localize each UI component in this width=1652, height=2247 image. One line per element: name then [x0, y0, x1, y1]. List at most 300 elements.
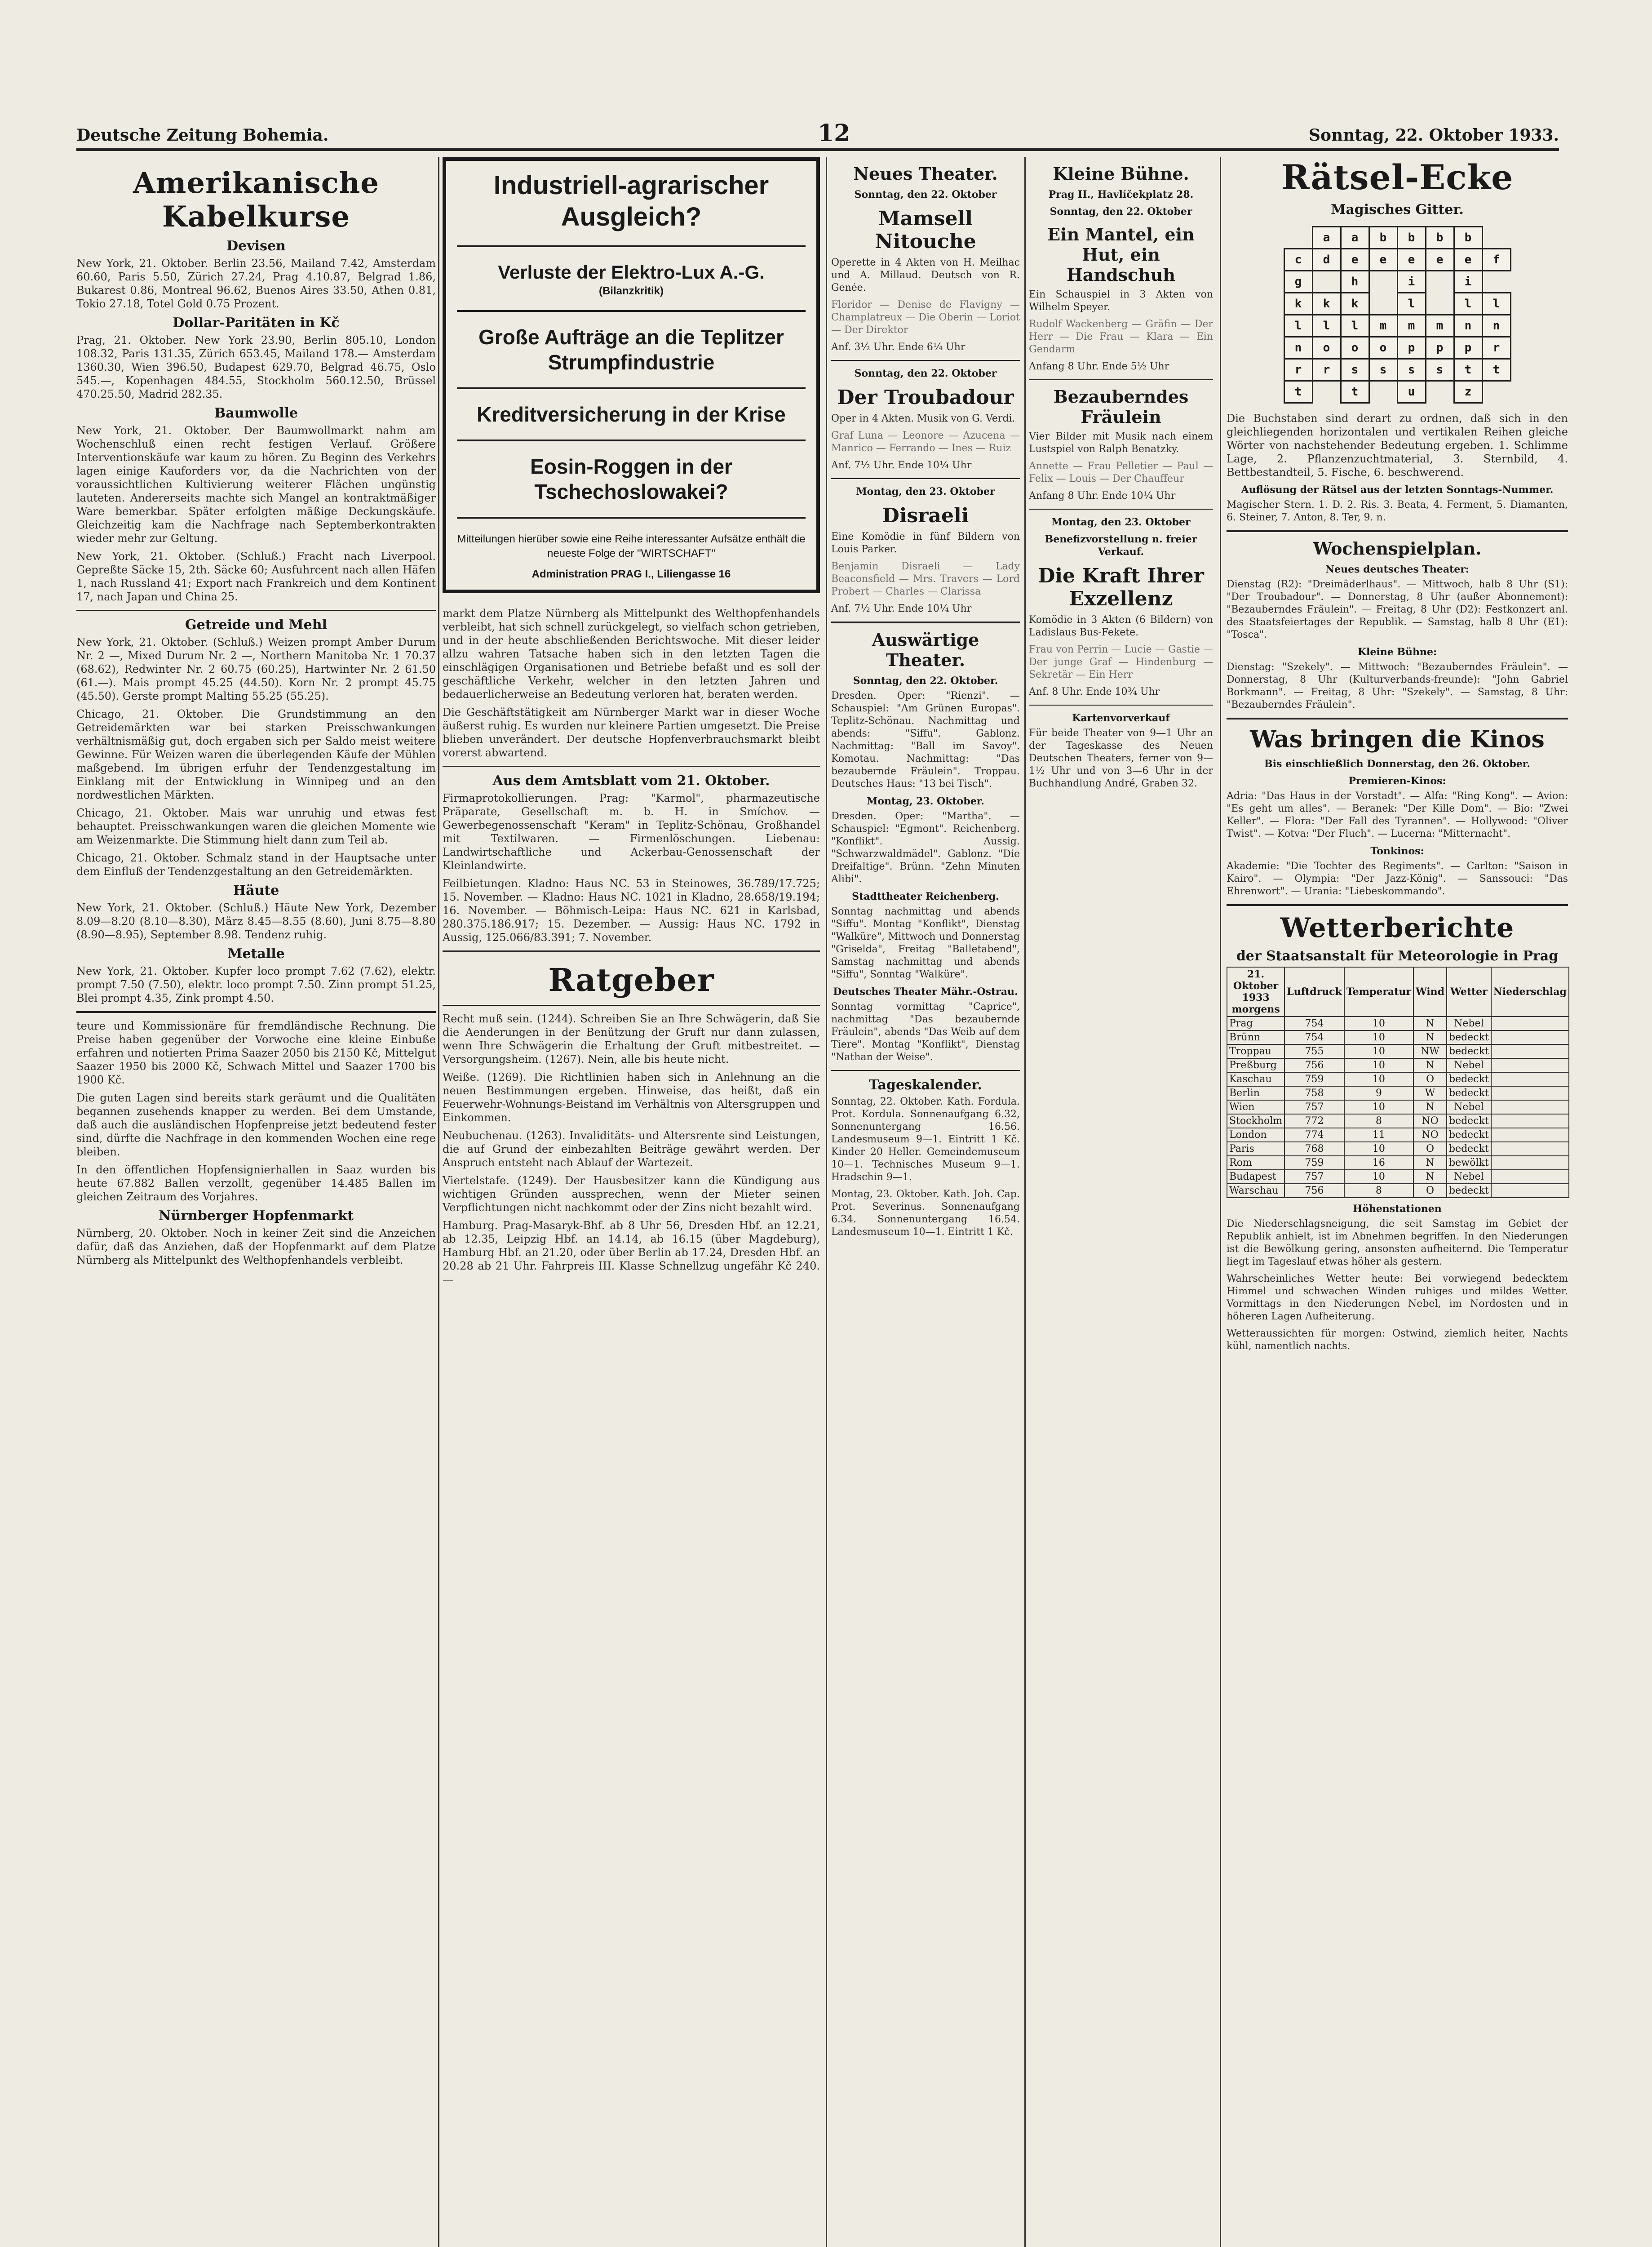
article-text: teure und Kommissionäre für fremdländische Rechnung. Die Preise haben gegenüber der Vorwoche eine kleine Einbuße erfahren und notierten Prima Saazer 2050 bis 2150 Kč, Mittelgut Saazer 1950 bis 2000 Kč, Schwach Mittel und Saazer 1700 bis 1900 Kč. [76, 1020, 436, 1086]
divider [76, 610, 436, 611]
article-text: Die Buchstaben sind derart zu ordnen, daß sich in den gleichliegenden horizontalen und vertikalen Reihen gleiche Wörter von nachstehender Bedeutung ergeben. 1. Schlimme Lage, 2. Pflanzenzuchtmaterial, 3. Sternbild, 4. Bettbestandteil, 5. Fische, 6. beschwerend. [1227, 412, 1568, 479]
puzzle-cell: p [1397, 336, 1426, 360]
subheading: Premieren-Kinos: [1348, 775, 1446, 787]
article-text: New York, 21. Oktober. Kupfer loco prompt 7.62 (7.62), elektr. prompt 7.50 (7.50), elektr. loco prompt 7.50. Zinn prompt 51.25, Blei prompt 4.35, Zink prompt 4.50. [76, 965, 436, 1004]
table-cell: 10 [1344, 1100, 1413, 1114]
subheading: Magisches Gitter. [1331, 202, 1464, 218]
table-row [1227, 1058, 1569, 1072]
puzzle-row [1249, 381, 1546, 403]
table-cell [1491, 1044, 1569, 1058]
section-title: Was bringen die Kinos [1250, 726, 1545, 753]
table-cell [1491, 1058, 1569, 1072]
table-cell [1491, 1156, 1569, 1170]
puzzle-cell: r [1284, 358, 1313, 382]
table-cell: 757 [1284, 1100, 1344, 1114]
subheading: Devisen [226, 238, 286, 254]
puzzle-cell: t [1340, 380, 1370, 404]
table-cell [1491, 1017, 1569, 1030]
article-text: Dienstag: "Szekely". — Mittwoch: "Bezauberndes Fräulein". — Donnerstag, 8 Uhr (Kulturverbands-freunde): "John Gabriel Borkmann". — Freitag, 8 Uhr: "Szekely". — Samstag, 8 Uhr: "Bezauberndes Fräulein". [1227, 662, 1568, 711]
section-title: Kleine Bühne. [1053, 164, 1189, 184]
article-text: Chicago, 21. Oktober. Die Grundstimmung an den Getreidemärkten war bei starken Preisschwankungen verhältnismäßig gut, doch ergaben sich per Saldo meist weitere Gewinne. Für Weizen waren die überlegenden Käufe der Mühlen maßgebend. Im übrigen erfuhr der Tendenzgestaltung im Einklang mit der Entwicklung in Winnipeg und an den nordwestlichen Märkten. [76, 708, 436, 801]
cast-list: Floridor — Denise de Flavigny — Champlatreux — Die Oberin — Loriot — Der Direktor [831, 299, 1020, 336]
table-cell: N [1413, 1100, 1447, 1114]
puzzle-cell: c [1284, 248, 1313, 271]
date-line: Sonntag, den 22. Oktober [854, 368, 997, 379]
divider [831, 478, 1020, 479]
table-cell: 8 [1344, 1114, 1413, 1128]
table-cell: O [1413, 1072, 1447, 1086]
table-cell: N [1413, 1058, 1447, 1072]
puzzle-cell: z [1453, 380, 1483, 404]
puzzle-cell [1425, 380, 1455, 404]
puzzle-cell: l [1312, 314, 1342, 337]
divider [443, 1005, 820, 1006]
table-cell: Nebel [1447, 1170, 1491, 1184]
table-cell: 756 [1284, 1184, 1344, 1198]
puzzle-cell [1369, 292, 1398, 315]
section-title: Neues Theater. [853, 164, 998, 184]
play-title: Die Kraft Ihrer Exzellenz [1038, 564, 1204, 610]
puzzle-row [1249, 293, 1546, 315]
table-row [1227, 1114, 1569, 1128]
table-header: 21. Oktober 1933 morgens [1227, 967, 1284, 1017]
magic-grid-puzzle [1249, 226, 1546, 403]
subheading: Höhenstationen [1353, 1203, 1442, 1215]
article-text: Feilbietungen. Kladno: Haus NC. 53 in Steinowes, 36.789/17.725; 15. November. — Kladno: Haus NC. 1021 in Kladno, 28.658/19.194; 16. November. — Böhmisch-Leipa: Haus NC. 621 in Karlsbad, 280.375.186.917; 15. Dezember. — Aussig: Haus NC. 1792 in Aussig, 125.066/83.391; 7. November. [443, 877, 820, 944]
cast-list: Benjamin Disraeli — Lady Beaconsfield — Mrs. Travers — Lord Probert — Charles — Clarissa [831, 561, 1020, 597]
ad-headline: Industriell-agrarischer Ausgleich? [493, 171, 769, 231]
puzzle-cell: p [1453, 336, 1483, 360]
date-line: Sonntag, den 22. Oktober. [853, 675, 998, 687]
divider [1029, 509, 1213, 510]
article-text: Sonntag nachmittag und abends "Siffu". Montag "Konflikt", Dienstag "Walküre", Mittwoch und Donnerstag "Griselda", Freitag "Balletabend", Samstag nachmittag und abends "Siffu", Sonntag "Walküre". [831, 906, 1020, 980]
play-description: Oper in 4 Akten. Musik von G. Verdi. [831, 413, 1015, 424]
puzzle-cell: r [1482, 336, 1511, 360]
subheading: Baumwolle [214, 405, 298, 421]
subheading: Dollar-Paritäten in Kč [173, 315, 340, 331]
article-text: Adria: "Das Haus in der Vorstadt". — Alfa: "Ring Kong". — Avion: "Es geht um alles". — Beranek: "Der Kille Dom". — Bio: "Zwei Keller". — Flora: "Der Fall des Tyrannen". — Hollywood: "Oliver Twist". — Kotva: "Der Fluch". — Lucerna: "Mitternacht". [1227, 790, 1568, 839]
puzzle-cell: s [1425, 358, 1455, 382]
divider [1227, 718, 1568, 719]
puzzle-cell: n [1284, 336, 1313, 360]
advertisement-box [443, 157, 820, 593]
table-cell: Nebel [1447, 1017, 1491, 1030]
puzzle-cell: g [1284, 270, 1313, 293]
table-cell [1491, 1170, 1569, 1184]
article-text: Prag, 21. Oktober. New York 23.90, Berlin 805.10, London 108.32, Paris 131.35, Zürich 653.45, Mailand 178.— Amsterdam 1360.30, Wien 396.50, Budapest 629.70, Belgrad 46.75, Oslo 545.—, Kopenhagen 484.55, Stockholm 560.12.50, Brüssel 470.25.50, Madrid 282.35. [76, 334, 436, 400]
puzzle-cell: f [1482, 248, 1511, 271]
subheading: Auflösung der Rätsel aus der letzten Sonntags-Nummer. [1241, 484, 1554, 496]
table-cell [1491, 1100, 1569, 1114]
table-cell: O [1413, 1184, 1447, 1198]
article-text: Dresden. Oper: "Martha". — Schauspiel: "Egmont". Reichenberg. "Konflikt". Aussig. "Schwarzwaldmädel". Gablonz. "Die Dreifaltige". Brünn. "Zehn Minuten Alibi". [831, 811, 1020, 885]
subheading: Kartenvorverkauf [1072, 712, 1170, 724]
table-cell: Nebel [1447, 1100, 1491, 1114]
puzzle-cell: t [1284, 380, 1313, 404]
table-cell: 756 [1284, 1058, 1344, 1072]
table-cell: N [1413, 1030, 1447, 1044]
table-cell: Troppau [1227, 1044, 1284, 1058]
table-row [1227, 1072, 1569, 1086]
subheading: Metalle [227, 946, 285, 962]
table-cell [1491, 1114, 1569, 1128]
column-rule [1024, 157, 1026, 2247]
puzzle-cell: b [1425, 226, 1455, 249]
article-text: Magischer Stern. 1. D. 2. Ris. 3. Beata, 4. Ferment, 5. Diamanten, 6. Steiner, 7. Anton, 8. Ter, 9. n. [1227, 499, 1568, 523]
ad-body: Mitteilungen hierüber sowie eine Reihe interessanter Aufsätze enthält die neueste Folge der "WIRTSCHAFT" [457, 533, 806, 560]
divider [1029, 379, 1213, 380]
table-cell: bedeckt [1447, 1128, 1491, 1142]
table-cell: bedeckt [1447, 1044, 1491, 1058]
article-text: Die guten Lagen sind bereits stark geräumt und die Qualitäten begannen zusehends knapper zu werden. Bei dem Umstande, daß auch die ausländischen Hopfenpreise jetzt bedeutend fester sind, dürfte die Nachfrage in den kommenden Wochen eine rege bleiben. [76, 1092, 436, 1158]
puzzle-row [1249, 226, 1546, 249]
article-text: Weiße. (1269). Die Richtlinien haben sich in Anlehnung an die neuen Bestimmungen ergeben. Hinweise, das heißt, daß ein Feuerwehr-Wohnungs-Beistand im Verhältnis von Altersgruppen und Einkommen. [443, 1071, 820, 1124]
puzzle-cell: h [1340, 270, 1370, 293]
puzzle-cell: b [1397, 226, 1426, 249]
divider [831, 622, 1020, 623]
article-text: Für beide Theater von 9—1 Uhr an der Tageskasse des Neuen Deutschen Theaters, ferner von 9—1½ Uhr und von 3—6 Uhr in der Buchhandlung André, Graben 32. [1029, 728, 1213, 789]
table-header: Niederschlag [1491, 967, 1569, 1017]
puzzle-cell: r [1312, 358, 1342, 382]
puzzle-cell: u [1397, 380, 1426, 404]
divider [1227, 530, 1568, 532]
puzzle-cell: l [1340, 314, 1370, 337]
play-title: Disraeli [882, 504, 969, 527]
date-line: Montag, 23. Oktober. [867, 795, 984, 807]
table-cell: Budapest [1227, 1170, 1284, 1184]
table-row [1227, 1156, 1569, 1170]
divider [831, 1070, 1020, 1071]
puzzle-cell: e [1369, 248, 1398, 271]
table-row [1227, 1170, 1569, 1184]
table-cell: 768 [1284, 1142, 1344, 1156]
table-header: Luftdruck [1284, 967, 1344, 1017]
puzzle-cell [1284, 226, 1313, 249]
table-cell: Kaschau [1227, 1072, 1284, 1086]
divider [443, 950, 820, 952]
article-text: In den öffentlichen Hopfensignierhallen in Saaz wurden bis heute 67.882 Ballen verzollt, gegenüber 14.485 Ballen im gleichen Zeitraum des Vorjahres. [76, 1163, 436, 1203]
divider [457, 440, 806, 441]
ad-headline: Große Aufträge an die Teplitzer Strumpfindustrie [478, 325, 784, 374]
ad-address: Administration PRAG I., Liliengasse 16 [531, 568, 731, 580]
article-text: Chicago, 21. Oktober. Mais war unruhig und etwas fest behauptet. Preisschwankungen waren die gleichen Momente wie am Weizenmarkte. Die Stimmung hielt dann zum Teil ab. [76, 807, 436, 846]
table-cell: NO [1413, 1114, 1447, 1128]
date-line: Sonntag, den 22. Oktober [1050, 206, 1192, 218]
puzzle-cell [1482, 226, 1511, 249]
column-financial [76, 157, 436, 1271]
date-line: Montag, den 23. Oktober [856, 486, 995, 497]
play-description: Vier Bilder mit Musik nach einem Lustspiel von Ralph Benatzky. [1029, 431, 1213, 455]
puzzle-row [1249, 337, 1546, 359]
table-cell: W [1413, 1086, 1447, 1100]
article-text: markt dem Platze Nürnberg als Mittelpunkt des Welthopfenhandels verbleibt, hat sich schnell zurückgelegt, so vielfach schon getrieben, und in der heute abschließenden Berichtswoche. Mit dieser leider allzu wahren Tatsache haben sich in den letzten Tagen die einschlägigen Organisationen und Betriebe befaßt und es soll der geschäftliche Verkehr, welcher in den letzten Jahren und bedauerlicherweise an Bedeutung verloren hat, beraten werden. [443, 607, 820, 701]
play-description: Operette in 4 Akten von H. Meilhac und A. Millaud. Deutsch von R. Genée. [831, 257, 1020, 293]
cast-list: Frau von Perrin — Lucie — Gastie — Der junge Graf — Hindenburg — Sekretär — Ein Herr [1029, 644, 1213, 680]
table-cell: 758 [1284, 1086, 1344, 1100]
puzzle-cell: t [1482, 358, 1511, 382]
table-cell [1491, 1086, 1569, 1100]
puzzle-row [1249, 249, 1546, 271]
column-theater [831, 157, 1020, 1243]
page-header [76, 117, 1559, 151]
table-cell [1491, 1030, 1569, 1044]
column-puzzle-cinema-weather [1227, 157, 1568, 1357]
puzzle-cell: e [1453, 248, 1483, 271]
table-cell: bedeckt [1447, 1184, 1491, 1198]
table-cell: NW [1413, 1044, 1447, 1058]
table-cell: 10 [1344, 1058, 1413, 1072]
table-cell: 757 [1284, 1170, 1344, 1184]
subheading: Deutsches Theater Mähr.-Ostrau. [833, 986, 1018, 998]
article-text: Firmaprotokollierungen. Prag: "Karmol", pharmazeutische Präparate, Gesellschaft m. b. H. in Smíchov. — Gewerbegenossenschaft "Keram" in Teplitz-Schönau, Großhandel mit Textilwaren. — Firmenlöschungen. Liebenau: Landwirtschaftliche und Ackerbau-Genossenschaft der Kleinlandwirte. [443, 792, 820, 872]
puzzle-cell: t [1453, 358, 1483, 382]
article-text: Wetteraussichten für morgen: Ostwind, ziemlich heiter, Nachts kühl, namentlich nachts. [1227, 1328, 1568, 1352]
article-text: Sonntag vormittag "Caprice", nachmittag "Das bezaubernde Fräulein", abends "Das Weib auf dem Tiere". Montag "Konflikt", Dienstag "Nathan der Weise". [831, 1001, 1020, 1063]
puzzle-cell: l [1453, 292, 1483, 315]
subheading: Bis einschließlich Donnerstag, den 26. Oktober. [1264, 758, 1530, 770]
column-kleine-buehne [1029, 157, 1213, 795]
table-cell: 774 [1284, 1128, 1344, 1142]
table-cell: 8 [1344, 1184, 1413, 1198]
puzzle-cell: e [1397, 248, 1426, 271]
puzzle-cell: b [1453, 226, 1483, 249]
puzzle-cell: l [1397, 292, 1426, 315]
puzzle-cell: o [1369, 336, 1398, 360]
table-cell: 10 [1344, 1142, 1413, 1156]
play-description: Ein Schauspiel in 3 Akten von Wilhelm Speyer. [1029, 289, 1213, 313]
date-line: Sonntag, den 22. Oktober [854, 189, 997, 200]
address-line: Prag II., Havlíčekplatz 28. [1048, 189, 1194, 200]
subheading: Tageskalender. [869, 1077, 982, 1093]
table-cell: bedeckt [1447, 1072, 1491, 1086]
table-row [1227, 1100, 1569, 1114]
cast-list: Rudolf Wackenberg — Gräfin — Der Herr — Die Frau — Klara — Ein Gendarm [1029, 319, 1213, 355]
table-cell: bedeckt [1447, 1142, 1491, 1156]
table-row [1227, 1044, 1569, 1058]
table-cell: 755 [1284, 1044, 1344, 1058]
article-text: Montag, 23. Oktober. Kath. Joh. Cap. Prot. Severinus. Sonnenaufgang 6.34. Sonnenuntergang 16.54. Landesmuseum 10—1. Eintritt 1 Kč. [831, 1189, 1020, 1238]
puzzle-cell: o [1312, 336, 1342, 360]
table-cell: Stockholm [1227, 1114, 1284, 1128]
puzzle-cell: s [1397, 358, 1426, 382]
subheading: Stadttheater Reichenberg. [852, 891, 999, 902]
article-text: Viertelstafe. (1249). Der Hausbesitzer kann die Kündigung aus wichtigen Gründen aussprechen, wenn der Mieter seinen Verpflichtungen nicht nachkommt oder der Zins nicht bezahlt wird. [443, 1174, 820, 1214]
article-text: Akademie: "Die Tochter des Regiments". — Carlton: "Saison in Kairo". — Olympia: "Der Jazz-König". — Sanssouci: "Das Ehrenwort". — Urania: "Liebeskommando". [1227, 861, 1568, 897]
divider [1029, 705, 1213, 706]
table-cell: Preßburg [1227, 1058, 1284, 1072]
column-rule [826, 157, 827, 2247]
table-row [1227, 1128, 1569, 1142]
puzzle-cell: o [1340, 336, 1370, 360]
subheading: Getreide und Mehl [185, 617, 327, 633]
puzzle-cell: m [1369, 314, 1398, 337]
table-cell: 754 [1284, 1017, 1344, 1030]
puzzle-cell: i [1397, 270, 1426, 293]
table-cell: bedeckt [1447, 1086, 1491, 1100]
ad-headline: Kreditversicherung in der Krise [477, 403, 786, 426]
table-cell [1491, 1072, 1569, 1086]
section-title: Wetterberichte [1280, 912, 1515, 944]
table-header: Wind [1413, 967, 1447, 1017]
divider [831, 360, 1020, 361]
puzzle-cell [1369, 270, 1398, 293]
table-cell: N [1413, 1170, 1447, 1184]
play-title: Der Troubadour [837, 386, 1014, 409]
puzzle-cell: p [1425, 336, 1455, 360]
column-rule [438, 157, 439, 2247]
divider [443, 766, 820, 767]
table-cell: 759 [1284, 1156, 1344, 1170]
section-title: Wochenspielplan. [1313, 538, 1482, 559]
weather-table [1227, 967, 1569, 1198]
show-times: Anf. 7½ Uhr. Ende 10¼ Uhr [831, 460, 972, 471]
section-title: Ratgeber [548, 961, 714, 999]
show-times: Anfang 8 Uhr. Ende 5½ Uhr [1029, 361, 1169, 372]
divider [1227, 904, 1568, 906]
article-text: Dienstag (R2): "Dreimäderlhaus". — Mittwoch, halb 8 Uhr (S1): "Der Troubadour". — Donnerstag, 8 Uhr (außer Abonnement): "Bezauberndes Fräulein". — Freitag, 8 Uhr (D2): Festkonzert anl. des Staatsfeiertages der Republik. — Samstag, halb 8 Uhr (E1): "Tosca". [1227, 579, 1568, 640]
date-line: Benefizvorstellung n. freier Verkauf. [1045, 533, 1197, 558]
cast-list: Graf Luna — Leonore — Azucena — Manrico — Ferrando — Ines — Ruiz [831, 430, 1020, 454]
table-cell: 16 [1344, 1156, 1413, 1170]
table-cell [1491, 1184, 1569, 1198]
table-cell [1491, 1128, 1569, 1142]
table-cell: 10 [1344, 1072, 1413, 1086]
puzzle-cell [1425, 270, 1455, 293]
puzzle-cell [1425, 292, 1455, 315]
subheading: Nürnberger Hopfenmarkt [159, 1208, 354, 1224]
table-cell: bedeckt [1447, 1030, 1491, 1044]
issue-date: Sonntag, 22. Oktober 1933. [1309, 126, 1559, 145]
article-text: Die Niederschlagsneigung, die seit Samstag im Gebiet der Republik anhielt, ist im Abnehmen begriffen. In den Niederungen ist die Bewölkung gering, ansonsten aufheiternd. Die Temperatur liegt im Tageslauf etwas höher als gestern. [1227, 1218, 1568, 1267]
puzzle-cell: n [1482, 314, 1511, 337]
puzzle-cell: d [1312, 248, 1342, 271]
subheading: Häute [233, 883, 279, 898]
table-cell: Berlin [1227, 1086, 1284, 1100]
puzzle-cell: b [1369, 226, 1398, 249]
table-cell: 772 [1284, 1114, 1344, 1128]
divider [457, 310, 806, 312]
table-cell: 759 [1284, 1072, 1344, 1086]
table-header-row [1227, 967, 1569, 1017]
table-cell: Prag [1227, 1017, 1284, 1030]
subheading: Aus dem Amtsblatt vom 21. Oktober. [492, 773, 770, 789]
puzzle-cell [1312, 270, 1342, 293]
puzzle-cell: k [1340, 292, 1370, 315]
divider [457, 245, 806, 247]
article-text: Nürnberg, 20. Oktober. Noch in keiner Zeit sind die Anzeichen dafür, daß das Anziehen, daß der Hopfenmarkt auf dem Platze Nürnberg als Mittelpunkt des Welthopfenhandels verbleibt. [76, 1227, 436, 1266]
table-row [1227, 1086, 1569, 1100]
puzzle-cell: s [1340, 358, 1370, 382]
divider [76, 1011, 436, 1013]
article-text: Dresden. Oper: "Rienzi". — Schauspiel: "Am Grünen Europas". Teplitz-Schönau. Nachmittag und abends: "Siffu". Gablonz. Nachmittag: "Ball im Savoy". Komotau. Nachmittag: "Das bezaubernde Fräulein". Troppau. Deutsches Haus: "13 bei Tisch". [831, 690, 1020, 790]
table-header: Wetter [1447, 967, 1491, 1017]
table-cell [1491, 1142, 1569, 1156]
table-cell: 11 [1344, 1128, 1413, 1142]
ad-headline: Eosin-Roggen in der Tschechoslowakei? [530, 455, 732, 503]
table-row [1227, 1030, 1569, 1044]
show-times: Anf. 8 Uhr. Ende 10¾ Uhr [1029, 686, 1160, 697]
play-description: Komödie in 3 Akten (6 Bildern) von Ladislaus Bus-Fekete. [1029, 614, 1213, 638]
puzzle-cell: e [1425, 248, 1455, 271]
table-cell: Rom [1227, 1156, 1284, 1170]
show-times: Anfang 8 Uhr. Ende 10¼ Uhr [1029, 490, 1176, 502]
article-text: New York, 21. Oktober. (Schluß.) Häute New York, Dezember 8.09—8.20 (8.10—8.30), März 8.45—8.55 (8.60), Juni 8.75—8.80 (8.90—8.95), September 8.98. Tendenz ruhig. [76, 901, 436, 941]
puzzle-cell: n [1453, 314, 1483, 337]
table-cell: NO [1413, 1128, 1447, 1142]
puzzle-cell: k [1312, 292, 1342, 315]
table-cell: 10 [1344, 1017, 1413, 1030]
article-text: New York, 21. Oktober. (Schluß.) Fracht nach Liverpool. Gepreßte Säcke 15, 2th. Säcke 60; Ausfuhrcent nach allen Häfen 1, nach Russland 41; Export nach Frankreich und dem Kontinent 17, nach Japan und China 25. [76, 550, 436, 603]
ad-headline: Verluste der Elektro-Lux A.-G. [498, 262, 765, 283]
puzzle-cell: m [1425, 314, 1455, 337]
puzzle-cell [1312, 380, 1342, 404]
puzzle-cell: l [1482, 292, 1511, 315]
puzzle-cell: m [1397, 314, 1426, 337]
article-text: Die Geschäftstätigkeit am Nürnberger Markt war in dieser Woche äußerst ruhig. Es wurden nur kleinere Partien umgesetzt. Die Preise blieben unverändert. Der deutsche Hopfenverbrauchsmarkt bleibt vorerst abwartend. [443, 706, 820, 759]
article-text: Recht muß sein. (1244). Schreiben Sie an Ihre Schwägerin, daß Sie die Aenderungen in der Benützung der Gruft nur dann zulassen, wenn Ihre Schwägerin die Erhaltung der Gruft mitbestreitet. — Versorgungsheim. (1267). Nein, alle bis heute nicht. [443, 1012, 820, 1066]
section-title: Amerikanische Kabelkurse [133, 166, 380, 234]
page-number: 12 [818, 120, 850, 147]
article-text: Sonntag, 22. Oktober. Kath. Fordula. Prot. Kordula. Sonnenaufgang 6.32, Sonnenuntergang 16.56. Landesmuseum 9—1. Eintritt 1 Kč. Kinder 20 Heller. Gemeindemuseum 10—1. Technisches Museum 9—1. Hradschin 9—1. [831, 1096, 1020, 1183]
table-cell: 10 [1344, 1170, 1413, 1184]
table-cell: Nebel [1447, 1058, 1491, 1072]
article-text: Hamburg. Prag-Masaryk-Bhf. ab 8 Uhr 56, Dresden Hbf. an 12.21, ab 12.35, Leipzig Hbf. an 14.14, ab 16.15 (über Magdeburg), Hamburg Hbf. an 21.20, oder über Berlin ab 17.24, Dresden Hbf. an 20.28 ab 21 Uhr. Fahrpreis III. Klasse Schnellzug ungefähr Kč 240.— [443, 1219, 820, 1286]
puzzle-cell: a [1340, 226, 1370, 249]
show-times: Anf. 7½ Uhr. Ende 10¼ Uhr [831, 603, 972, 614]
table-cell: N [1413, 1017, 1447, 1030]
puzzle-cell: k [1284, 292, 1313, 315]
table-cell: N [1413, 1156, 1447, 1170]
table-cell: 754 [1284, 1030, 1344, 1044]
table-header: Temperatur [1344, 967, 1413, 1017]
column-advert-and-advice [443, 157, 820, 1291]
puzzle-cell: l [1284, 314, 1313, 337]
puzzle-cell [1482, 270, 1511, 293]
play-title: Mamsell Nitouche [875, 207, 976, 253]
table-cell: Brünn [1227, 1030, 1284, 1044]
puzzle-cell: a [1312, 226, 1342, 249]
date-line: Montag, den 23. Oktober [1051, 516, 1191, 528]
table-cell: Paris [1227, 1142, 1284, 1156]
table-cell: bedeckt [1447, 1114, 1491, 1128]
puzzle-row [1249, 359, 1546, 381]
table-row [1227, 1184, 1569, 1198]
table-cell: 10 [1344, 1030, 1413, 1044]
divider [457, 517, 806, 519]
show-times: Anf. 3½ Uhr. Ende 6¼ Uhr [831, 342, 966, 353]
article-text: New York, 21. Oktober. Berlin 23.56, Mailand 7.42, Amsterdam 60.60, Paris 5.50, Zürich 27.24, Prag 4.10.87, Belgrad 1.86, Bukarest 0.86, Montreal 96.62, Buenos Aires 33.50, Athen 0.81, Tokio 27.18, Totel Gold 0.75 Prozent. [76, 257, 436, 310]
divider [457, 387, 806, 389]
article-text: Wahrscheinliches Wetter heute: Bei vorwiegend bedecktem Himmel und schwachen Winden ruhiges und mildes Wetter. Vormittags in den Niederungen Nebel, im Nordosten und in höheren Lagen Aufheiterung. [1227, 1273, 1568, 1322]
puzzle-row [1249, 271, 1546, 293]
subheading: Tonkinos: [1370, 845, 1424, 857]
table-cell: 10 [1344, 1044, 1413, 1058]
section-title: Rätsel-Ecke [1281, 157, 1514, 197]
table-row [1227, 1142, 1569, 1156]
table-cell: London [1227, 1128, 1284, 1142]
play-title: Ein Mantel, ein Hut, ein Handschuh [1047, 224, 1195, 285]
article-text: New York, 21. Oktober. Der Baumwollmarkt nahm am Wochenschluß einen recht festigen Verlauf. Größere Interventionskäufe war kaum zu hören. Zu Beginn des Verkehrs lagen einige Kauforders vor, da die Nachrichten von der voraussichtlichen Kultivierung weiterer Flächen ungünstig lauteten. Andererseits machte sich Mangel an kontraktmäßiger Ware bemerkbar. Später erfolgten mäßige Deckungskäufe. Gleichzeitig kam die Nachfrage nach Septemberkontrakten wieder mehr zur Geltung. [76, 424, 436, 545]
ad-subline: (Bilanzkritik) [598, 285, 664, 297]
subheading: Kleine Bühne: [1357, 646, 1437, 658]
section-title: Auswärtige Theater. [872, 630, 979, 670]
play-title: Bezauberndes Fräulein [1053, 386, 1189, 427]
subheading: Neues deutsches Theater: [1325, 564, 1469, 575]
puzzle-cell: i [1453, 270, 1483, 293]
puzzle-cell [1482, 380, 1511, 404]
table-cell: O [1413, 1142, 1447, 1156]
table-cell: bewölkt [1447, 1156, 1491, 1170]
